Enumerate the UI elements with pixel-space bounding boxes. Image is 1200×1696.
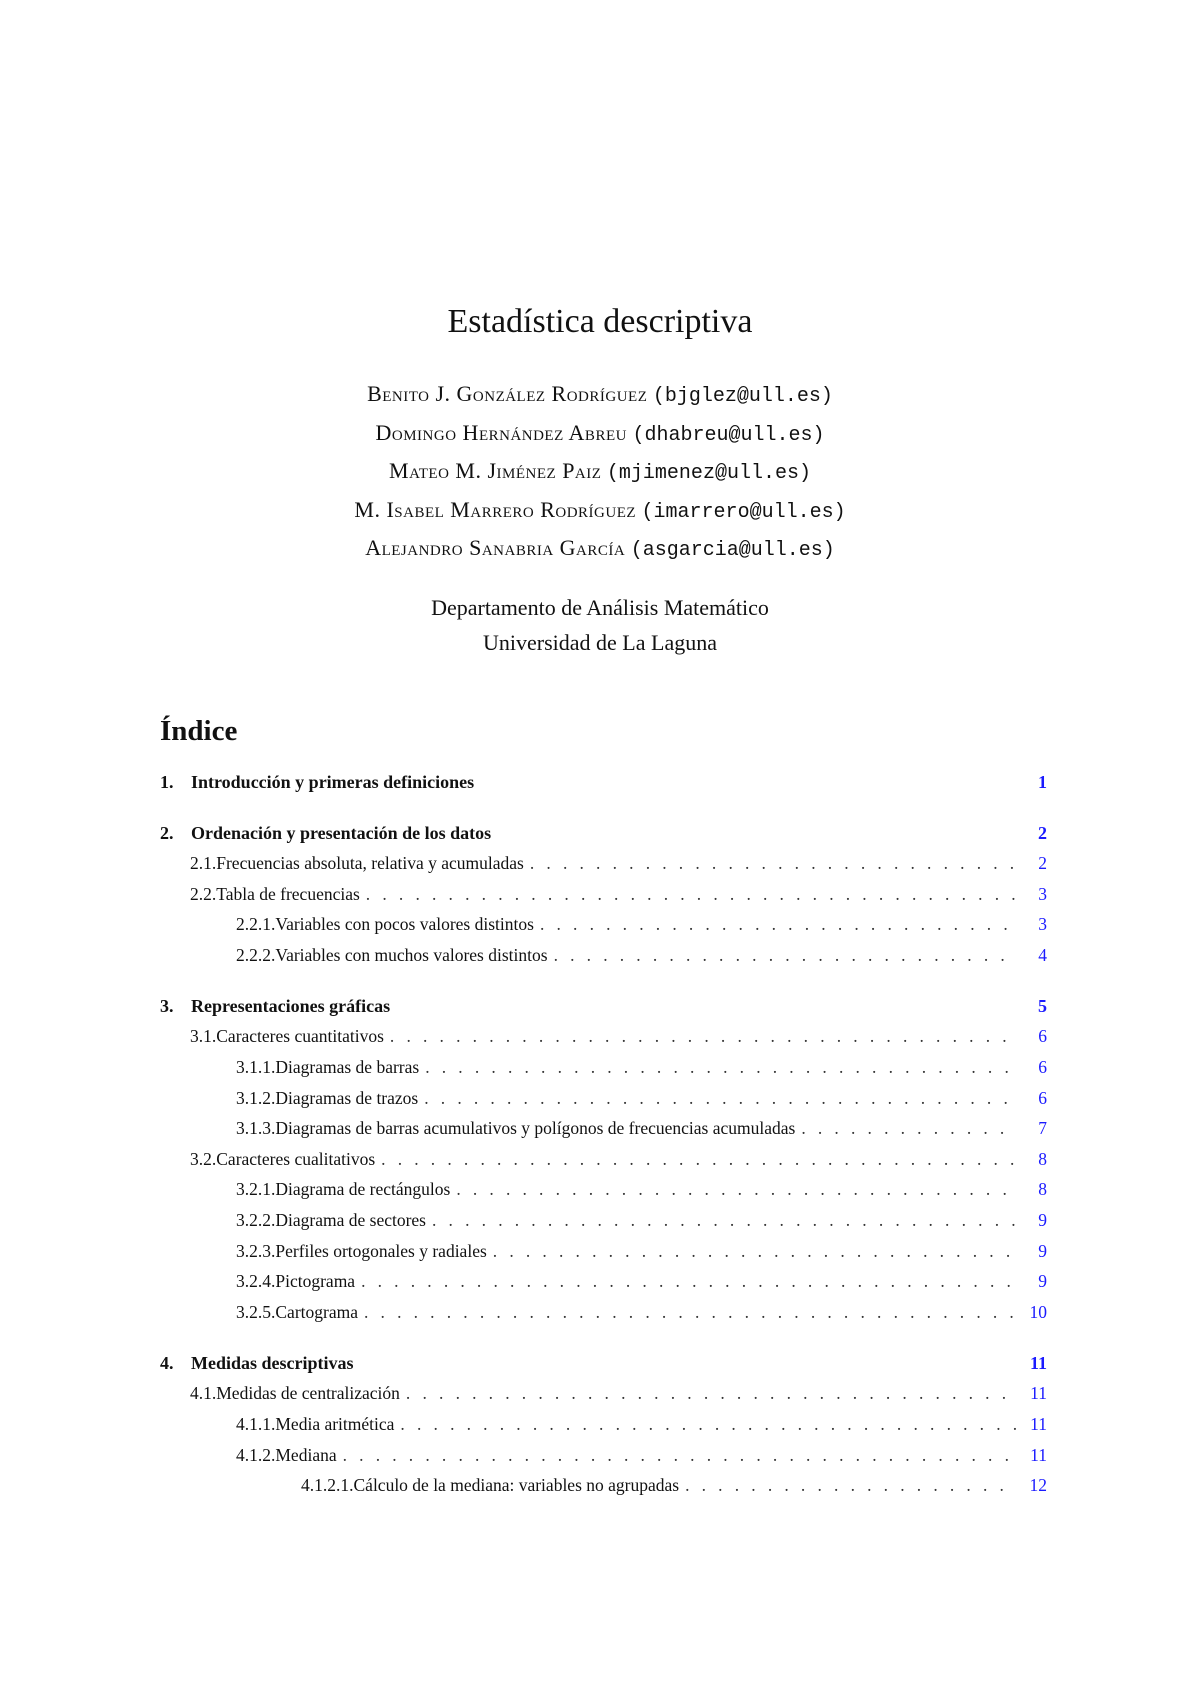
toc-entry-label[interactable]: Cálculo de la mediana: variables no agrupadas <box>353 1475 680 1496</box>
toc-entry-label[interactable]: Pictograma <box>275 1271 356 1292</box>
toc-entry-number: 4. <box>160 1353 174 1374</box>
toc-page-link[interactable]: 2 <box>1038 853 1047 873</box>
author-name: Benito J. González Rodríguez <box>367 381 648 406</box>
toc-entry-label[interactable]: Variables con muchos valores distintos <box>275 944 548 965</box>
toc-page-link[interactable]: 6 <box>1038 1087 1047 1108</box>
toc-entry[interactable] <box>160 1088 1047 1118</box>
toc-entry[interactable] <box>160 1475 1047 1505</box>
toc-entry[interactable] <box>160 1383 1047 1413</box>
toc-entry[interactable] <box>160 1302 1047 1332</box>
toc-entry[interactable] <box>160 1414 1047 1444</box>
toc-entry-number: 3.1.1. <box>236 1057 276 1077</box>
toc-entry-label[interactable]: Representaciones gráficas <box>191 996 391 1017</box>
author-name: M. Isabel Marrero Rodríguez <box>354 496 637 522</box>
toc-entry-label[interactable]: Caracteres cualitativos <box>216 1148 376 1169</box>
toc-entry[interactable] <box>160 945 1047 975</box>
toc-heading: Índice <box>160 715 238 747</box>
author-name: Mateo M. Jiménez Paiz <box>389 458 602 483</box>
toc-entry[interactable] <box>160 1026 1047 1056</box>
toc-entry[interactable] <box>160 823 1047 853</box>
toc-entry[interactable] <box>160 1149 1047 1179</box>
toc-page-link[interactable]: 11 <box>1030 1414 1047 1434</box>
toc-entry-label[interactable]: Tabla de frecuencias <box>216 883 360 904</box>
toc-entry-number: 4.1.1. <box>236 1414 276 1434</box>
toc-entry-number: 3.2.2. <box>236 1210 276 1230</box>
toc-entry[interactable] <box>160 853 1047 883</box>
author-line <box>0 415 1200 454</box>
toc-page-link[interactable]: 3 <box>1038 883 1047 904</box>
toc-page-link[interactable]: 8 <box>1038 1179 1047 1200</box>
toc-entry-number: 2.2. <box>190 883 217 904</box>
toc-dot-leader <box>424 1088 1017 1109</box>
toc-page-link[interactable]: 4 <box>1038 944 1047 965</box>
toc-entry-label[interactable]: Frecuencias absoluta, relativa y acumuladas <box>216 853 524 873</box>
author-name: Alejandro Sanabria García <box>365 535 626 560</box>
author-list <box>0 376 1200 569</box>
toc-page-link[interactable]: 9 <box>1038 1240 1047 1261</box>
toc-entry-label[interactable]: Mediana <box>275 1444 337 1465</box>
author-email[interactable]: (bjglez@ull.es) <box>652 385 833 408</box>
toc-page-link[interactable]: 12 <box>1029 1475 1047 1496</box>
toc-page-link[interactable]: 9 <box>1038 1210 1047 1230</box>
toc-dot-leader <box>554 945 1017 966</box>
toc-entry-label[interactable]: Ordenación y presentación de los datos <box>191 823 492 843</box>
toc-entry-label[interactable]: Perfiles ortogonales y radiales <box>275 1240 487 1261</box>
toc-dot-leader <box>493 1241 1017 1262</box>
toc-entry-number: 2.2.1. <box>236 914 276 935</box>
toc-entry[interactable] <box>160 996 1047 1026</box>
toc-page-link[interactable]: 7 <box>1038 1118 1047 1139</box>
toc-entry[interactable] <box>160 1241 1047 1271</box>
toc-entry-number: 3.1.3. <box>236 1118 276 1139</box>
toc-entry-label[interactable]: Introducción y primeras definiciones <box>191 772 475 792</box>
toc-entry-number: 3.2.4. <box>236 1271 276 1292</box>
toc-dot-leader <box>390 1026 1017 1047</box>
toc-entry-number: 2.1. <box>190 853 217 873</box>
toc-dot-leader <box>456 1179 1017 1200</box>
author-email[interactable]: (mjimenez@ull.es) <box>606 462 811 485</box>
toc-entry-number: 3.1. <box>190 1026 217 1047</box>
toc-entry-number: 4.1.2. <box>236 1444 276 1465</box>
department-name: Departamento de Análisis Matemático <box>431 595 769 620</box>
toc-page-link[interactable]: 2 <box>1038 823 1047 843</box>
toc-dot-leader <box>343 1445 1017 1466</box>
author-line <box>0 453 1200 492</box>
toc-entry-label[interactable]: Medidas de centralización <box>216 1383 400 1404</box>
author-name: Domingo Hernández Abreu <box>375 419 627 445</box>
author-email[interactable]: (dhabreu@ull.es) <box>632 423 825 447</box>
toc-entry-label[interactable]: Caracteres cuantitativos <box>216 1026 384 1047</box>
toc-entry-label[interactable]: Diagrama de rectángulos <box>275 1179 451 1200</box>
toc-page-link[interactable]: 11 <box>1030 1444 1047 1465</box>
toc-entry-number: 3.2.5. <box>236 1301 276 1322</box>
toc-entry-number: 3.1.2. <box>236 1087 276 1108</box>
university-name: Universidad de La Laguna <box>483 630 717 655</box>
toc-page-link[interactable]: 6 <box>1038 1057 1047 1077</box>
toc-dot-leader <box>406 1383 1017 1404</box>
toc-entry[interactable] <box>160 1353 1047 1383</box>
toc-dot-leader <box>685 1475 1017 1496</box>
toc-entry-label[interactable]: Diagramas de barras acumulativos y polígonos de frecuencias acumuladas <box>275 1118 796 1139</box>
toc-entry-number: 2.2.2. <box>236 944 276 965</box>
toc-page-link[interactable]: 1 <box>1038 772 1047 792</box>
toc-entry-number: 3.2.3. <box>236 1240 276 1261</box>
toc-entry-label[interactable]: Medidas descriptivas <box>191 1353 354 1374</box>
toc-dot-leader <box>540 914 1017 935</box>
author-email[interactable]: (asgarcia@ull.es) <box>630 539 835 562</box>
toc-entry-number: 2. <box>160 823 174 843</box>
toc-page-link[interactable]: 5 <box>1038 996 1047 1017</box>
toc-entry-label[interactable]: Media aritmética <box>275 1414 395 1434</box>
author-email[interactable]: (imarrero@ull.es) <box>641 500 846 524</box>
toc-entry-label[interactable]: Diagrama de sectores <box>275 1210 426 1230</box>
document-title: Estadística descriptiva <box>447 303 753 340</box>
toc-dot-leader <box>432 1210 1017 1231</box>
toc-entry-label[interactable]: Diagramas de barras <box>275 1057 420 1077</box>
toc-page-link[interactable]: 10 <box>1029 1301 1047 1322</box>
toc-entry-number: 3.2. <box>190 1148 217 1169</box>
toc-page-link[interactable]: 9 <box>1038 1271 1047 1292</box>
toc-dot-leader <box>361 1271 1017 1292</box>
toc-dot-leader <box>364 1302 1017 1323</box>
toc-page-link[interactable]: 11 <box>1030 1383 1047 1404</box>
toc-entry-number: 3. <box>160 996 174 1017</box>
toc-entry[interactable] <box>160 884 1047 914</box>
toc-page-link[interactable]: 11 <box>1029 1353 1047 1374</box>
toc-entry-number: 4.1.2.1. <box>301 1475 354 1496</box>
toc-page-link[interactable]: 8 <box>1038 1148 1047 1169</box>
toc-entry[interactable] <box>160 1179 1047 1209</box>
toc-entry[interactable] <box>160 1210 1047 1240</box>
toc-entry-number: 4.1. <box>190 1383 217 1404</box>
toc-dot-leader <box>425 1057 1017 1078</box>
toc-entry-number: 1. <box>160 772 174 792</box>
toc-entry-label[interactable]: Cartograma <box>275 1301 358 1322</box>
toc-entry[interactable] <box>160 914 1047 944</box>
toc-entry[interactable] <box>160 1057 1047 1087</box>
author-line <box>0 530 1200 569</box>
toc-page-link[interactable]: 3 <box>1038 914 1047 935</box>
toc-dot-leader <box>366 884 1017 905</box>
toc-dot-leader <box>801 1118 1017 1139</box>
toc-entry-label[interactable]: Variables con pocos valores distintos <box>275 914 534 935</box>
toc-entry[interactable] <box>160 1445 1047 1475</box>
author-line <box>0 376 1200 415</box>
toc-entry[interactable] <box>160 772 1047 802</box>
affiliation <box>0 590 1200 660</box>
toc-dot-leader <box>530 853 1017 874</box>
toc-entry-label[interactable]: Diagramas de trazos <box>275 1087 419 1108</box>
toc-entry[interactable] <box>160 1271 1047 1301</box>
author-line <box>0 492 1200 531</box>
toc-dot-leader <box>400 1414 1017 1435</box>
toc-page-link[interactable]: 6 <box>1038 1026 1047 1047</box>
toc-dot-leader <box>381 1149 1017 1170</box>
toc-entry[interactable] <box>160 1118 1047 1148</box>
toc-entry-number: 3.2.1. <box>236 1179 276 1200</box>
